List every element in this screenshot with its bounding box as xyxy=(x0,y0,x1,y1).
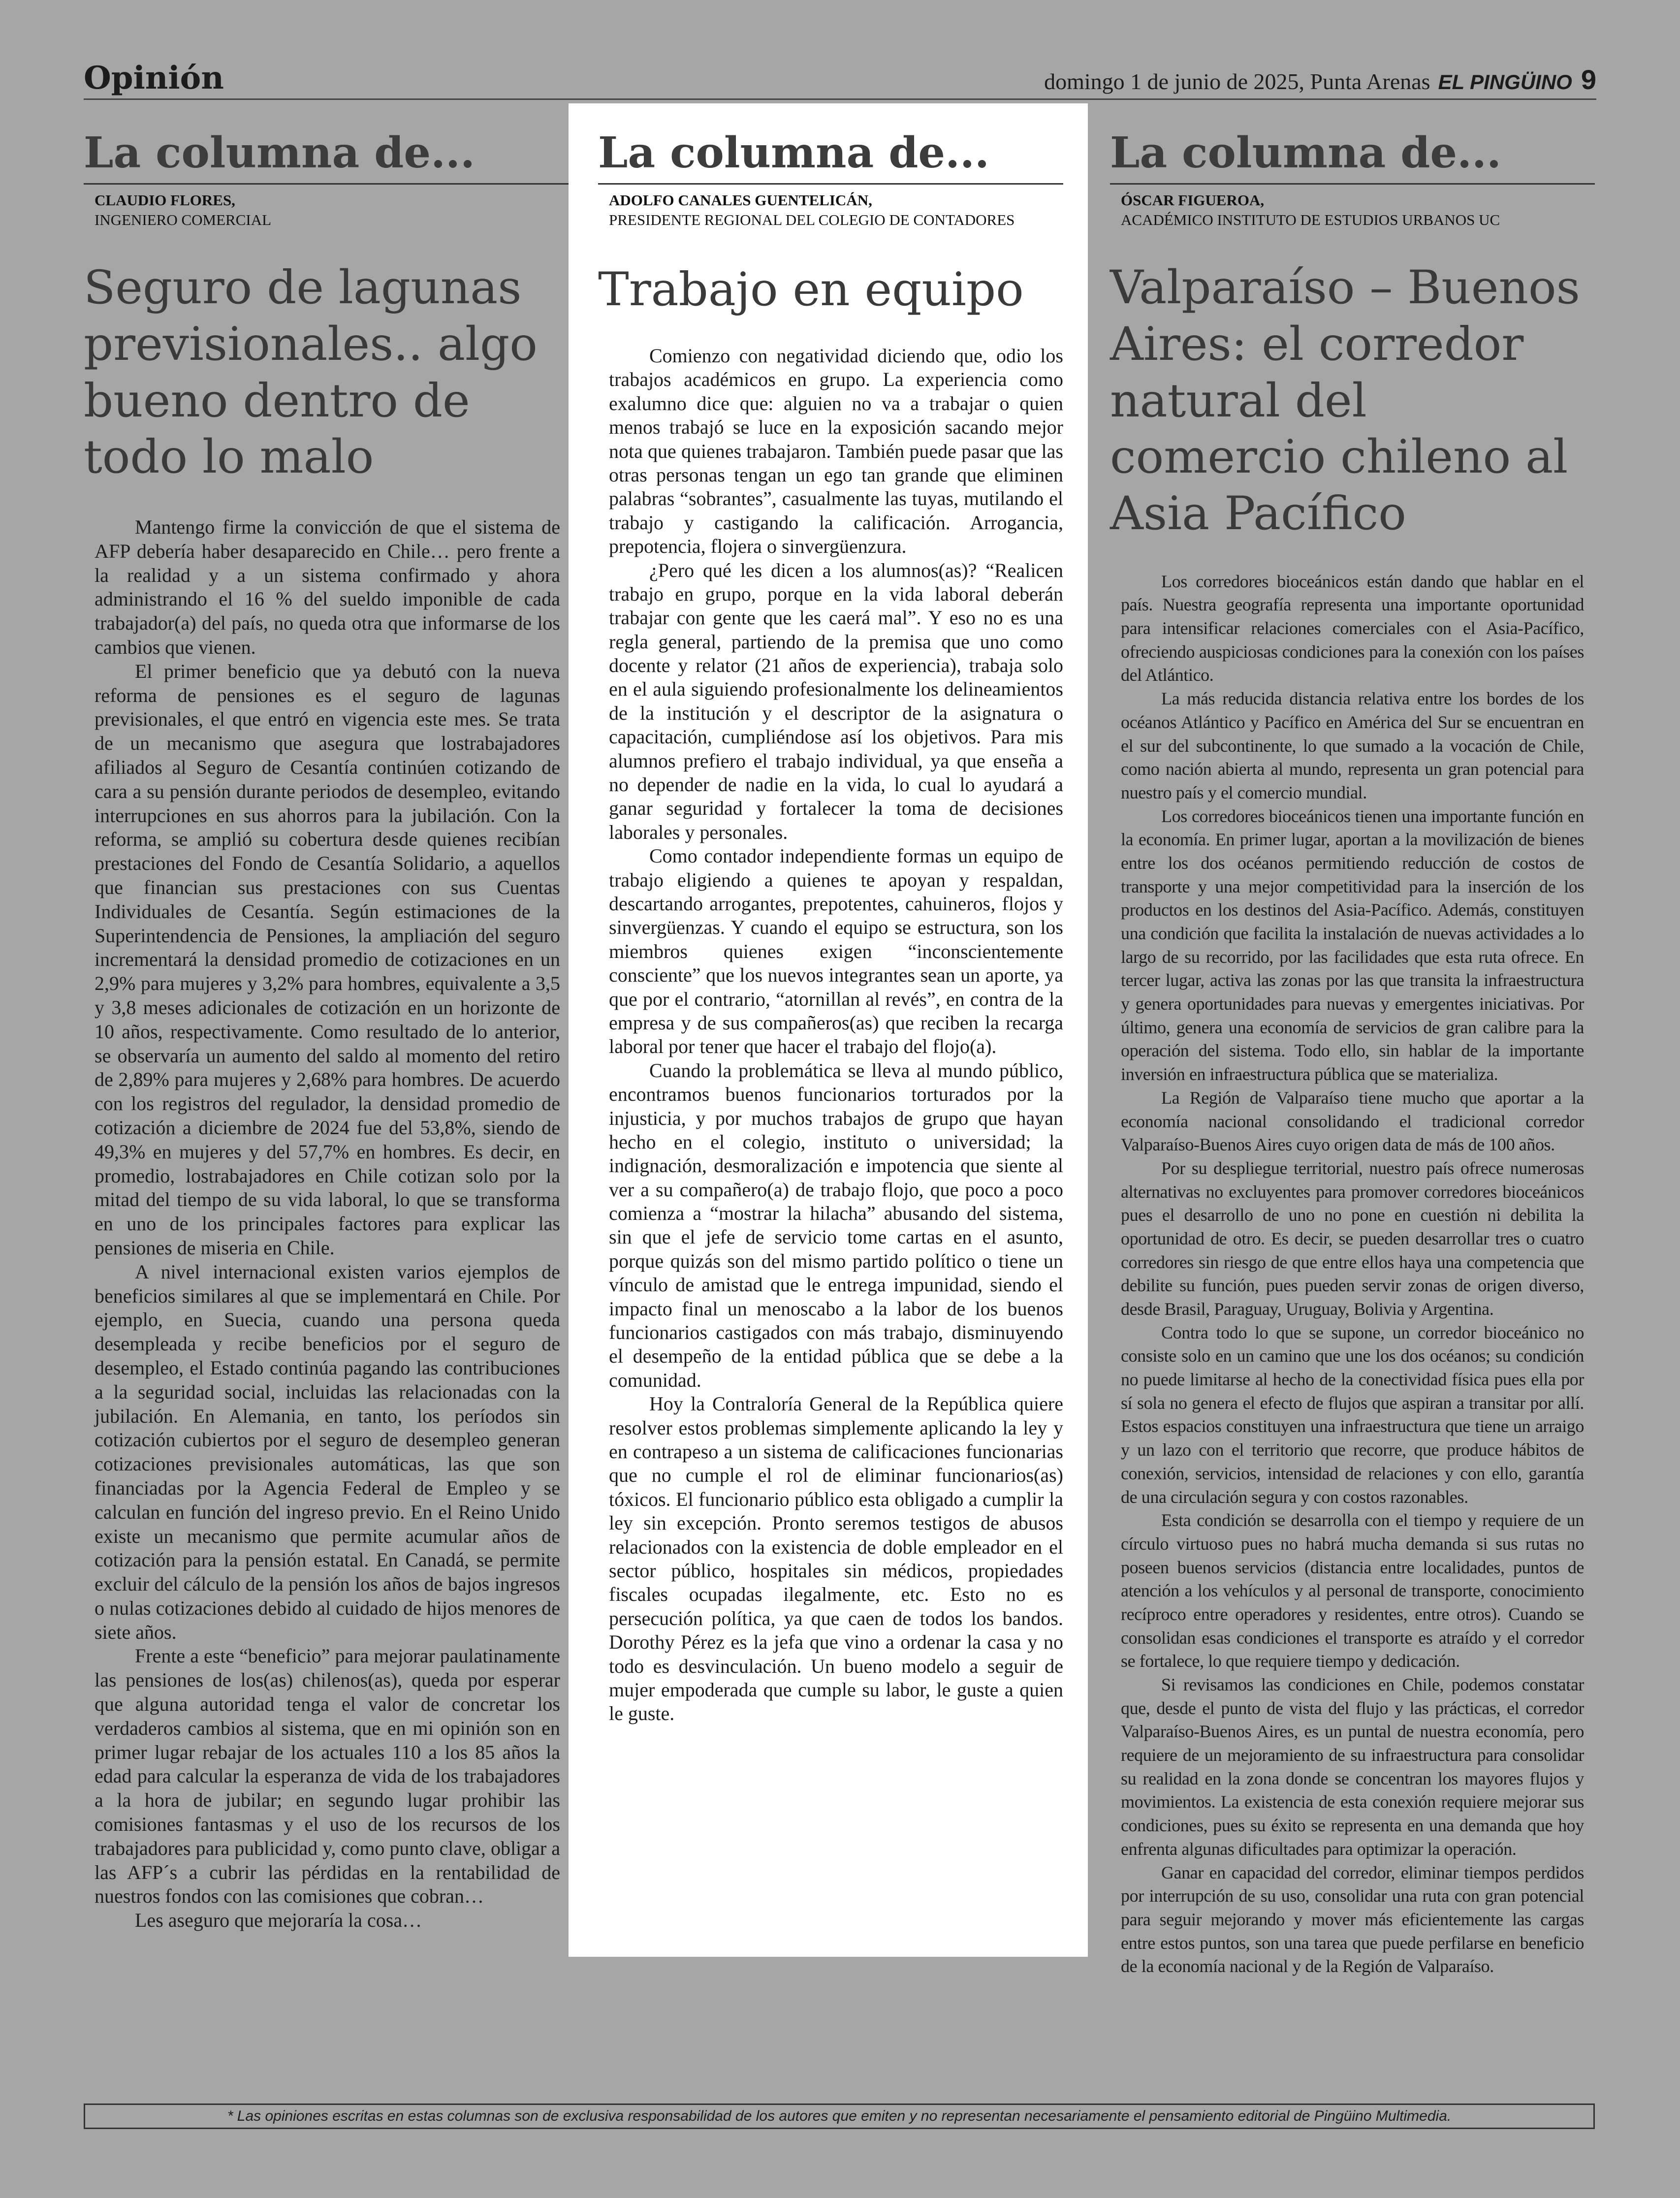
column-claudio-flores xyxy=(84,128,571,1933)
column-kicker: La columna de... xyxy=(598,132,1063,185)
paragraph: Contra todo lo que se supone, un corredor bioceánico no consiste solo en un camino que une los dos océanos; su condición no puede limitarse al hecho de la conectividad física pues ella por sí sola no genera el efecto de flujos que aspiran a transitar por allí. Estos espacios constituyen una infraestructura que tiene un arraigo y un lazo con el territorio que recorre, que produce hábitos de conexión, servicios, intensidad de relaciones y con ello, garantía de una circulación segura y con costos razonables. xyxy=(1121,1322,1584,1507)
byline xyxy=(598,191,1063,229)
paragraph: La más reducida distancia relativa entre los bordes de los océanos Atlántico y Pacífico en América del Sur se encuentran en el sur del subcontinente, lo que sumado a la vocación de Chile, como nación abierta al mundo, representa un gran potencial para nuestro país y el comercio mundial. xyxy=(1121,689,1584,802)
author-name: CLAUDIO FLORES, xyxy=(95,191,235,209)
paragraph: Hoy la Contraloría General de la República quiere resolver estos problemas simplemente aplicando la ley y en contrapeso a un sistema de calificaciones funcionarias que no cumple el rol de eliminar funcionarios(as) tóxicos. El funcionario público esta obligado a cumplir la ley sin excepción. Pronto seremos testigos de abusos relacionados con la existencia de doble empleador en el sector público, hospitales sin médicos, propiedades fiscales ocupadas ilegalmente, etc. Esto no es persecución política, ya que caen de todos los bandos. Dorothy Pérez es la jefa que vino a ordenar la casa y no todo es desvinculación. Un bueno modelo a seguir de mujer empoderada que cumple su labor, le guste a quien le guste. xyxy=(609,1393,1063,1725)
paragraph: Ganar en capacidad del corredor, eliminar tiempos perdidos por interrupción de su uso, consolidar una ruta con gran potencial para seguir mejorando y mover más eficientemente las cargas entre estos puntos, son una tarea que puede perfilarse en beneficio de la economía nacional y de la Región de Valparaíso. xyxy=(1121,1862,1584,1976)
author-role: INGENIERO COMERCIAL xyxy=(95,211,272,228)
paragraph: Los corredores bioceánicos están dando que hablar en el país. Nuestra geografía representa una importante oportunidad para intensificar relaciones comerciales con el Asia-Pacífico, ofreciendo auspiciosas condiciones para la conexión con los países del Atlántico. xyxy=(1121,571,1584,685)
article-body xyxy=(1110,570,1595,1978)
article-body xyxy=(598,344,1063,1726)
page-number: 9 xyxy=(1581,64,1596,95)
paragraph: Como contador independiente formas un equipo de trabajo eligiendo a quienes te apoyan y respaldan, descartando arrogantes, prepotentes, cahuineros, flojos y sinvergüenzas. Y cuando el equipo se estructura, son los miembros quienes exigen “inconscientemente consciente” que los nuevos integrantes sean un aporte, ya que por el contrario, “atornillan al revés”, en contra de la empresa y de sus compañeros(as) que reciben la recarga laboral por tener que hacer el trabajo del flojo(a). xyxy=(609,845,1063,1058)
column-kicker: La columna de... xyxy=(1110,132,1595,185)
paragraph: Esta condición se desarrolla con el tiempo y requiere de un círculo virtuoso pues no habrá mucha demanda si sus rutas no poseen buenos servicios (distancia entre localidades, puntos de atención a los vehículos y al personal de transporte, conocimiento recíproco entre operadores y residentes, entre otros). Cuando se consolidan esas condiciones el transporte es atraído y el corredor se fortalece, lo que requiere tiempo y dedicación. xyxy=(1121,1510,1584,1671)
paragraph: Frente a este “beneficio” para mejorar paulatinamente las pensiones de los(as) chilenos(as), queda por esperar que alguna autoridad tenga el valor de concretar los verdaderos cambios al sistema, que en mi opinión son en primer lugar rebajar de los actuales 110 a los 85 años la edad para calcular la esperanza de vida de los trabajadores a la hora de jubilar; en segundo lugar prohibir las comisiones fantasmas y el uso de los recursos de los trabajadores para publicidad y, como punto clave, obligar a las AFP´s a cubrir las pérdidas en la rentabilidad de nuestros fondos con las comisiones que cobran… xyxy=(95,1645,560,1908)
author-role: PRESIDENTE REGIONAL DEL COLEGIO DE CONTADORES xyxy=(609,211,1015,228)
paragraph: Si revisamos las condiciones en Chile, podemos constatar que, desde el punto de vista del flujo y las prácticas, el corredor Valparaíso-Buenos Aires, es un puntal de nuestra economía, pero requiere de un mejoramiento de su infraestructura para consolidar su realidad en la zona donde se concentran los mayores flujos y movimientos. La existencia de esta conexión requiere mejorar sus condiciones, pues su éxito se representa en una demanda que hoy enfrenta algunas dificultades para optimizar la operación. xyxy=(1121,1675,1584,1859)
column-adolfo-canales xyxy=(569,103,1088,1957)
byline xyxy=(84,191,571,229)
paragraph: A nivel internacional existen varios ejemplos de beneficios similares al que se implementará en Chile. Por ejemplo, en Suecia, cuando una persona queda desempleada y recibe beneficios por el seguro de desempleo, el Estado continúa pagando las contribuciones a la seguridad social, incluidas las relacionadas con la jubilación. En Alemania, en tanto, los períodos sin cotización cubiertos por el seguro de desempleo generan cotizaciones previsionales automáticas, las que son financiadas por la Agencia Federal de Empleo y se calculan en función del ingreso previo. En el Reino Unido existe un mecanismo que permite acumular años de cotización para la pensión estatal. En Canadá, se permite excluir del cálculo de la pensión los años de bajos ingresos o nulas cotizaciones debido al cuidado de hijos menores de siete años. xyxy=(95,1260,560,1643)
article-headline: Valparaíso – Buenos Aires: el corredor natural del comercio chileno al Asia Pacífico xyxy=(1110,261,1580,541)
author-name: ÓSCAR FIGUEROA, xyxy=(1121,191,1265,209)
paragraph: Comienzo con negatividad diciendo que, odio los trabajos académicos en grupo. La experiencia como exalumno dice que: alguien no va a trabajar o quien menos trabajó se luce en la exposición sacando mejor nota que quienes trabajaron. También puede pasar que las otras personas tengan un ego tan grande que eliminen palabras “sobrantes”, casualmente las tuyas, mutilando el trabajo y castigando la calificación. Arrogancia, prepotencia, flojera o sinvergüenzura. xyxy=(609,345,1063,558)
author-name: ADOLFO CANALES GUENTELICÁN, xyxy=(609,191,872,209)
publication-date: domingo 1 de junio de 2025, Punta Arenas xyxy=(1044,69,1430,94)
paragraph: Les aseguro que mejoraría la cosa… xyxy=(135,1909,422,1932)
paragraph: La Región de Valparaíso tiene mucho que aportar a la economía nacional consolidando el tradicional corredor Valparaíso-Buenos Aires cuyo origen data de más de 100 años. xyxy=(1121,1087,1584,1155)
paragraph: Los corredores bioceánicos tienen una importante función en la economía. En primer lugar, aportan a la movilización de bienes entre los dos océanos permitiendo reducción de costos de transporte y una mejor competitividad para la inserción de los productos en los destinos del Asia-Pacífico. Además, constituyen una condición que facilita la instalación de nuevas actividades a lo largo de su recorrido, por las facilidades que esta ruta ofrece. En tercer lugar, activa las zonas por las que transita la infraestructura y genera oportunidades para nuevas y emergentes iniciativas. Por último, genera una economía de servicios de gran calibre para la operación del sistema. Todo ello, sin hablar de la importante inversión en infraestructura pública que se materializa. xyxy=(1121,806,1584,1084)
article-headline: Trabajo en equipo xyxy=(598,263,1024,317)
author-role: ACADÉMICO INSTITUTO DE ESTUDIOS URBANOS UC xyxy=(1121,211,1500,228)
paragraph: El primer beneficio que ya debutó con la nueva reforma de pensiones es el seguro de lagunas previsionales, el que entró en vigencia este mes. Se trata de un mecanismo que asegura que lostrabajadores afiliados al Seguro de Cesantía continúen cotizando de cara a su pensión durante periodos de desempleo, evitando interrupciones en sus ahorros para la jubilación. Con la reforma, se amplió su cobertura desde quienes recibían prestaciones del Fondo de Cesantía Solidario, a aquellos que financian sus prestaciones con sus Cuentas Individuales de Cesantía. Según estimaciones de la Superintendencia de Pensiones, la ampliación del seguro incrementará la densidad promedio de cotizaciones en un 2,9% para mujeres y 3,2% para hombres, equivalente a 3,5 y 3,8 meses adicionales de cotización en un horizonte de 10 años, respectivamente. Como resultado de lo anterior, se observaría un aumento del saldo al momento del retiro de 2,89% para mujeres y 2,68% para hombres. De acuerdo con los registros del regulador, la densidad promedio de cotización a diciembre de 2024 fue del 53,8%, siendo de 49,3% en mujeres y del 57,7% en hombres. Es decir, en promedio, lostrabajadores en Chile cotizan solo por la mitad del tiempo de su vida laboral, lo que se transforma en uno de los principales factores para explicar las pensiones de miseria en Chile. xyxy=(95,660,560,1259)
paragraph: Cuando la problemática se lleva al mundo público, encontramos buenos funcionarios torturados por la injusticia, y por muchos trabajos de grupo que hayan hecho en el colegio, instituto o universidad; la indignación, desmoralización e impotencia que siente al ver a su compañero(a) de trabajo flojo, que poco a poco comienza a “mostrar la hilacha” abusando del sistema, sin que el jefe de servicio tome cartas en el asunto, porque quizás son del mismo partido político o tiene un vínculo de amistad que le entrega impunidad, siendo el impacto final un menoscabo a la labor de los buenos funcionarios castigados con más trabajo, disminuyendo el desempeño de la entidad pública que se debe a la comunidad. xyxy=(609,1059,1063,1391)
section-title: Opinión xyxy=(84,60,224,96)
editorial-disclaimer: * Las opiniones escritas en estas columnas son de exclusiva responsabilidad de los autores que emiten y no representan necesariamente el pensamiento editorial de Pingüino Multimedia. xyxy=(84,2103,1595,2129)
byline xyxy=(1110,191,1595,229)
paragraph: Por su despliegue territorial, nuestro país ofrece numerosas alternativas no excluyentes para promover corredores bioceánicos pues el desarrollo de uno no pone en cuestión ni debilita la oportunidad de otro. Es decir, se pueden desarrollar tres o cuatro corredores sin riesgo de que entre ellos haya una competencia que debilite su función, pues pueden servir zonas de origen diverso, desde Brasil, Paraguay, Uruguay, Bolivia y Argentina. xyxy=(1121,1158,1584,1319)
article-headline: Seguro de lagunas previsionales.. algo bueno dentro de todo lo malo xyxy=(84,261,538,484)
dateline xyxy=(1044,64,1596,96)
paragraph: Mantengo firme la convicción de que el sistema de AFP debería haber desaparecido en Chile… pero frente a la realidad y a un sistema confirmado y ahora administrando el 16 % del sueldo imponible de cada trabajador(a) del país, no queda otra que informarse de los cambios que vienen. xyxy=(95,516,560,659)
column-kicker: La columna de... xyxy=(84,132,571,185)
newspaper-brand: EL PINGÜINO xyxy=(1438,70,1572,94)
page-header xyxy=(84,59,1596,100)
column-oscar-figueroa xyxy=(1110,128,1595,1978)
article-body xyxy=(84,515,571,1933)
paragraph: ¿Pero qué les dicen a los alumnos(as)? “Realicen trabajo en grupo, porque en la vida laboral deberán trabajar con gente que les caerá mal”. Y eso no es una regla general, partiendo de la premisa que uno como docente y relator (21 años de experiencia), trabaja solo en el aula siguiendo profesionalmente los delineamientos de la institución y el descriptor de la asignatura o capacitación, cumpliéndose así los objetivos. Para mis alumnos prefiero el trabajo individual, ya que enseña a no depender de nadie en la vida, lo cual lo ayudará a ganar seguridad y fortalecer la toma de decisiones laborales y personales. xyxy=(609,559,1063,843)
